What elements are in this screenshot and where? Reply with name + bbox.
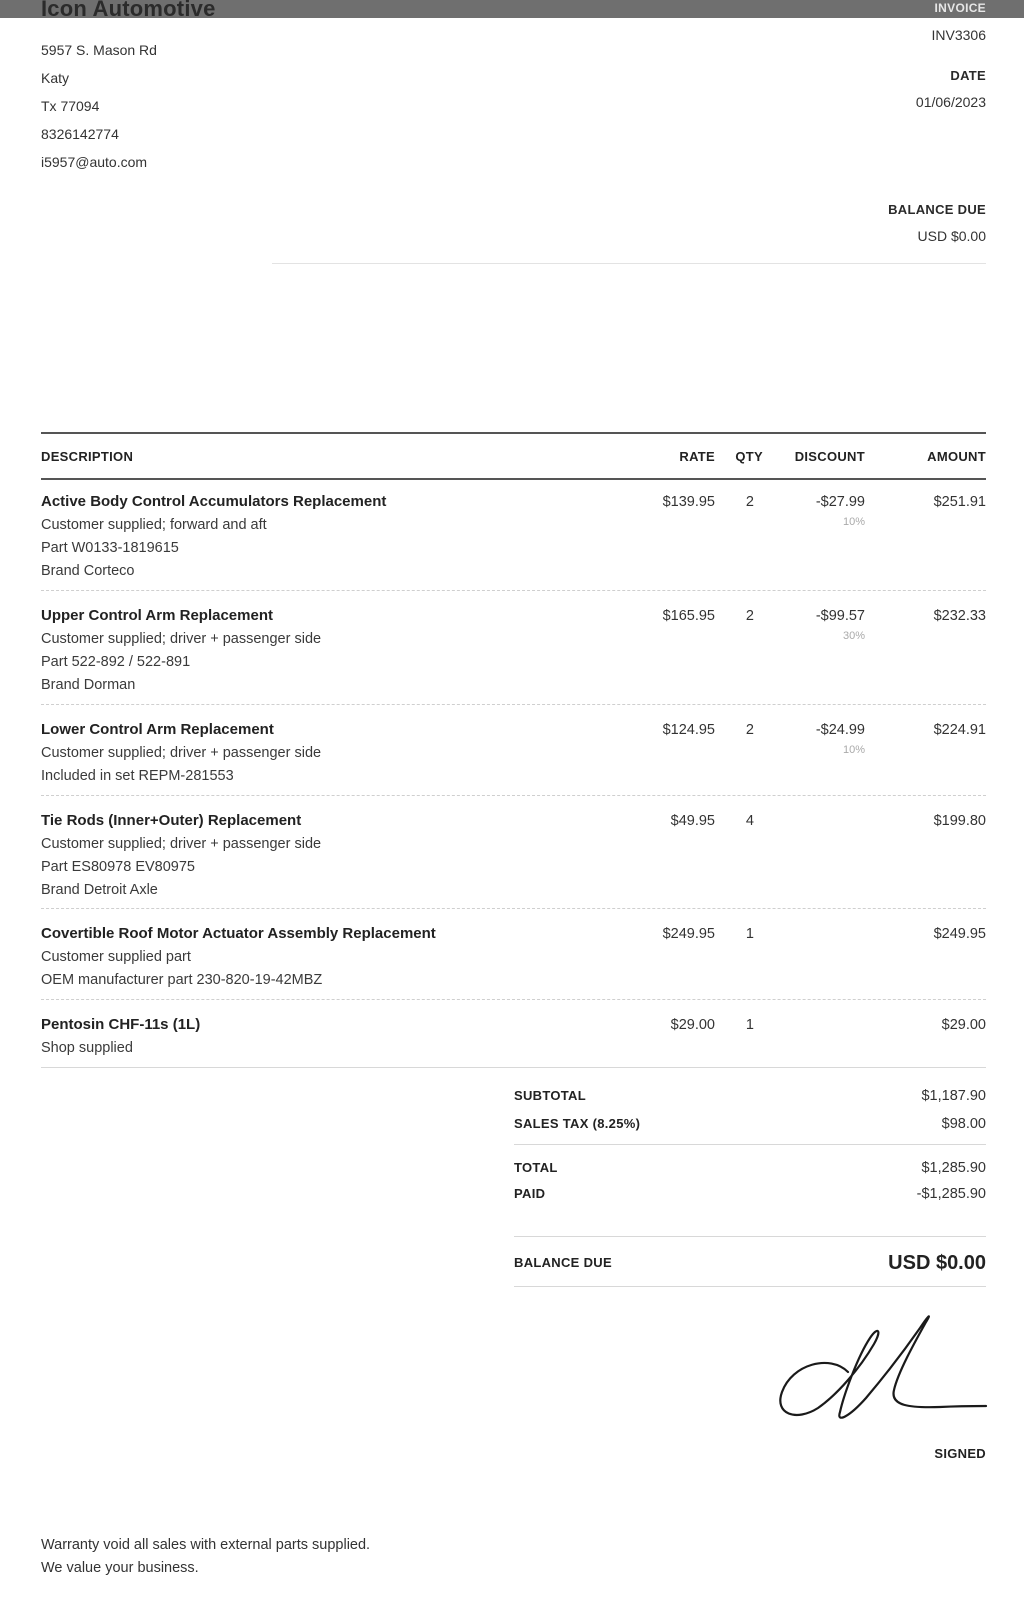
item-qty: 1 — [745, 926, 754, 942]
divider — [272, 263, 986, 264]
item-detail: Brand Corteco — [41, 563, 135, 579]
item-rate: $124.95 — [662, 722, 715, 738]
table-row — [41, 1016, 986, 1057]
item-qty: 1 — [745, 1017, 754, 1033]
paid-label: PAID — [514, 1186, 546, 1201]
item-title: Lower Control Arm Replacement — [41, 721, 274, 738]
row-divider — [41, 590, 986, 591]
item-amount: $251.91 — [933, 494, 986, 510]
table-row — [41, 721, 986, 785]
row-divider — [41, 704, 986, 705]
item-rate: $29.00 — [670, 1017, 715, 1033]
item-detail: Shop supplied — [41, 1040, 133, 1056]
item-detail: OEM manufacturer part 230-820-19-42MBZ — [41, 972, 323, 988]
divider — [514, 1236, 986, 1237]
item-amount: $232.33 — [933, 608, 986, 624]
email-address: i5957@auto.com — [41, 154, 148, 170]
footer-line: We value your business. — [41, 1560, 199, 1576]
item-qty: 2 — [745, 722, 754, 738]
item-amount: $249.95 — [933, 926, 986, 942]
item-discount-percent: 10% — [842, 744, 865, 756]
balance-due-value: USD $0.00 — [917, 228, 986, 244]
date-label: DATE — [950, 68, 986, 83]
item-detail: Part ES80978 EV80975 — [41, 859, 195, 875]
item-rate: $139.95 — [662, 494, 715, 510]
column-header-discount: DISCOUNT — [794, 449, 865, 464]
item-detail: Part 522-892 / 522-891 — [41, 654, 191, 670]
invoice-label: INVOICE — [934, 1, 986, 15]
total-label: TOTAL — [514, 1160, 558, 1175]
item-detail: Brand Detroit Axle — [41, 882, 158, 898]
tax-label: SALES TAX (8.25%) — [514, 1116, 641, 1131]
address-line: Katy — [41, 70, 70, 86]
item-discount-percent: 30% — [842, 630, 865, 642]
item-discount-percent: 10% — [842, 516, 865, 528]
paid-value: -$1,285.90 — [916, 1186, 986, 1202]
table-row — [41, 607, 986, 694]
balance-value: USD $0.00 — [888, 1252, 986, 1274]
tax-value: $98.00 — [941, 1116, 986, 1132]
footer-line: Warranty void all sales with external parts supplied. — [41, 1537, 371, 1553]
item-detail: Customer supplied part — [41, 949, 191, 965]
table-row — [41, 493, 986, 580]
balance-label: BALANCE DUE — [514, 1255, 612, 1270]
table-bottom-divider — [41, 1067, 986, 1068]
item-discount: -$24.99 — [815, 722, 865, 738]
item-detail: Customer supplied; driver + passenger side — [41, 631, 322, 647]
item-rate: $49.95 — [670, 813, 715, 829]
item-title: Upper Control Arm Replacement — [41, 607, 273, 624]
table-row — [41, 812, 986, 899]
item-discount: -$27.99 — [815, 494, 865, 510]
divider — [514, 1286, 986, 1287]
item-amount: $224.91 — [933, 722, 986, 738]
item-qty: 2 — [745, 608, 754, 624]
table-row — [41, 925, 986, 989]
column-header-qty: QTY — [735, 449, 763, 464]
column-header-description: DESCRIPTION — [41, 449, 134, 464]
invoice-date: 01/06/2023 — [915, 94, 986, 110]
subtotal-label: SUBTOTAL — [514, 1088, 586, 1103]
address-line: Tx 77094 — [41, 98, 100, 114]
item-rate: $165.95 — [662, 608, 715, 624]
total-value: $1,285.90 — [921, 1160, 986, 1176]
signature-image — [770, 1310, 990, 1430]
item-amount: $199.80 — [933, 813, 986, 829]
address-line: 5957 S. Mason Rd — [41, 42, 157, 58]
table-header — [41, 432, 986, 480]
item-title: Pentosin CHF-11s (1L) — [41, 1016, 201, 1033]
row-divider — [41, 908, 986, 909]
item-qty: 4 — [745, 813, 754, 829]
item-amount: $29.00 — [941, 1017, 986, 1033]
phone-number: 8326142774 — [41, 126, 119, 142]
item-qty: 2 — [745, 494, 754, 510]
item-detail: Brand Dorman — [41, 677, 136, 693]
item-title: Active Body Control Accumulators Replacement — [41, 493, 387, 510]
footer-note — [41, 1536, 370, 1582]
item-detail: Customer supplied; forward and aft — [41, 517, 267, 533]
signed-label: SIGNED — [934, 1446, 986, 1461]
company-name: Icon Automotive — [41, 0, 216, 21]
item-detail: Included in set REPM-281553 — [41, 768, 234, 784]
item-detail: Customer supplied; driver + passenger side — [41, 836, 322, 852]
divider — [514, 1144, 986, 1145]
item-detail: Part W0133-1819615 — [41, 540, 179, 556]
item-rate: $249.95 — [662, 926, 715, 942]
item-title: Covertible Roof Motor Actuator Assembly Replacement — [41, 925, 436, 942]
column-header-amount: AMOUNT — [927, 449, 986, 464]
column-header-rate: RATE — [679, 449, 715, 464]
company-address — [41, 41, 157, 181]
invoice-number: INV3306 — [931, 27, 986, 43]
item-title: Tie Rods (Inner+Outer) Replacement — [41, 812, 302, 829]
subtotal-value: $1,187.90 — [921, 1088, 986, 1104]
item-discount: -$99.57 — [815, 608, 865, 624]
item-detail: Customer supplied; driver + passenger side — [41, 745, 322, 761]
row-divider — [41, 795, 986, 796]
row-divider — [41, 999, 986, 1000]
balance-due-label: BALANCE DUE — [888, 202, 986, 217]
